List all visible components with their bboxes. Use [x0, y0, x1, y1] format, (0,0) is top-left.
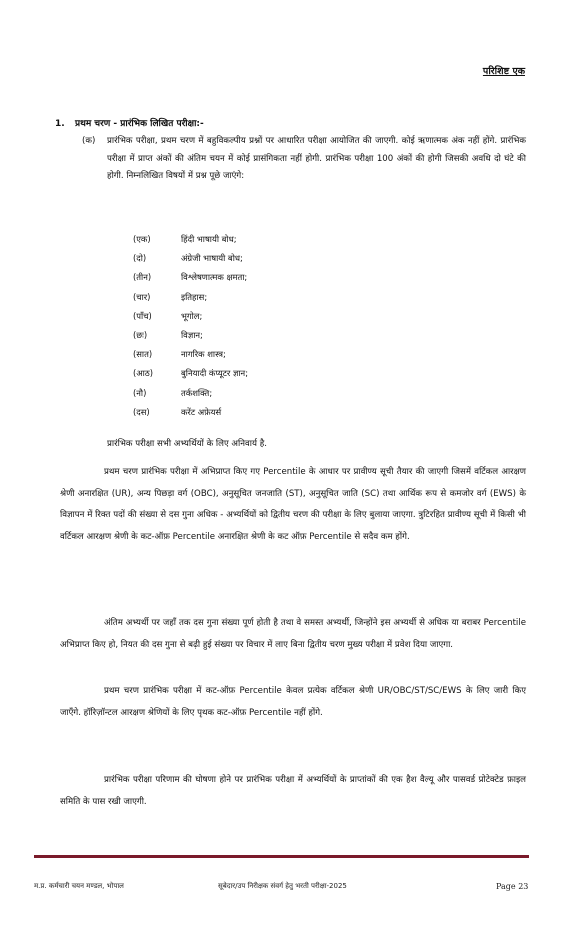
- subject-number: (पाँच): [133, 310, 152, 321]
- subject-number: (दस): [133, 406, 150, 417]
- sub-clause-text: प्रारंभिक परीक्षा, प्रथम चरण में बहुविकल्पीय प्रश्नों पर आधारित परीक्षा आयोजित की जाएगी. कोई ऋणात्मक अंक नहीं होंगे. प्रारंभिक परीक्षा में प्राप्त अंकों की अंतिम चयन में कोई प्रासंगिकता नहीं होगी. प्रारंभिक परीक्षा 100 अंकों की होगी जिसकी अवधि दो घंटे की होगी. निम्नलिखित विषयों में प्रश्न पूछे जाएंगे:: [107, 136, 526, 181]
- list-item: [133, 368, 248, 387]
- subject-number: (छः): [133, 329, 148, 340]
- appendix-heading: परिशिष्ट एक: [482, 66, 525, 77]
- subject-name: विश्लेषणात्मक क्षमता;: [181, 272, 248, 283]
- list-item: [133, 253, 248, 272]
- subject-name: विज्ञान;: [181, 329, 203, 340]
- paragraph-last-candidate: अंतिम अभ्यर्थी पर जहाँ तक दस गुना संख्या पूर्ण होती है तथा वे समस्त अभ्यर्थी, जिन्होंने इस अभ्यर्थी से अधिक या बराबर Percentile अभिप्राप्त किए हो, नियत की दस गुना से बढ़ी हुई संख्या पर विचार में लाए बिना द्वितीय चरण मुख्य परीक्षा में प्रवेश दिया जाएगा.: [60, 618, 526, 650]
- subject-number: (नौ): [133, 387, 147, 398]
- paragraph-hash-value: प्रारंभिक परीक्षा परिणाम की घोषणा होने पर प्रारंभिक परीक्षा में अभ्यर्थियों के प्राप्तांकों की एक हैश वैल्यू और पासवर्ड प्रोटेक्टेड फ़ाइल समिति के पास रखी जाएगी.: [60, 775, 526, 807]
- subject-number: (तीन): [133, 272, 152, 283]
- list-item: [133, 311, 248, 330]
- subject-number: (आठ): [133, 368, 153, 379]
- footer-organization: म.प्र. कर्मचारी चयन मण्डल, भोपाल: [34, 882, 124, 890]
- subject-name: हिंदी भाषायी बोध;: [181, 234, 237, 244]
- list-item: [133, 349, 248, 368]
- list-item: [133, 234, 248, 253]
- subject-number: (एक): [133, 234, 151, 244]
- subject-name: करेंट अफ़ेयर्स: [181, 406, 222, 417]
- sub-clause: [82, 133, 526, 186]
- subject-name: नागरिक शास्त्र;: [181, 349, 226, 360]
- list-item: [133, 292, 248, 311]
- section-heading: [55, 116, 204, 129]
- subject-name: बुनियादी कंप्यूटर ज्ञान;: [181, 368, 249, 379]
- footer-exam-title: सूबेदार/उप निरीक्षक संवर्ग हेतु भरती परीक्षा-2025: [218, 882, 347, 890]
- subject-name: तर्कशक्ति;: [181, 387, 213, 398]
- subject-number: (सात): [133, 349, 153, 360]
- subject-list: [133, 234, 248, 426]
- page-number: Page 23: [496, 882, 529, 891]
- list-item: [133, 388, 248, 407]
- list-item: [133, 330, 248, 349]
- mandatory-note: प्रारंभिक परीक्षा सभी अभ्यर्थियों के लिए अनिवार्य है.: [107, 439, 268, 449]
- section-number: 1.: [55, 119, 65, 129]
- paragraph-merit-list: प्रथम चरण प्रारंभिक परीक्षा में अभिप्राप्त किए गए Percentile के आधार पर प्रावीण्य सूची तैयार की जाएगी जिसमें वर्टिकल आरक्षण श्रेणी अनारक्षित (UR), अन्य पिछड़ा वर्ग (OBC), अनुसूचित जनजाति (ST), अनुसूचित जाति (SC) तथा आर्थिक रूप से कमजोर वर्ग (EWS) के विज्ञापन में रिक्त पदों की संख्या से दस गुना अधिक - अभ्यर्थियों को द्वितीय चरण की परीक्षा के लिए बुलाया जाएगा. त्रुटिरहित प्रावीण्य सूची में किसी भी वर्टिकल आरक्षण श्रेणी के कट-ऑफ़ Percentile अनारक्षित श्रेणी के कट ऑफ़ Percentile से सदैव कम होंगे.: [60, 467, 526, 542]
- subject-name: इतिहास;: [181, 291, 208, 302]
- subject-name: अंग्रेजी भाषायी बोध;: [181, 253, 243, 264]
- footer-divider: [34, 855, 529, 858]
- section-title: प्रथम चरण - प्रारंभिक लिखित परीक्षा:-: [75, 119, 204, 129]
- subject-name: भूगोल;: [181, 310, 203, 321]
- subject-number: (दो): [133, 253, 147, 264]
- subject-number: (चार): [133, 291, 151, 302]
- list-item: [133, 272, 248, 291]
- sub-clause-label: (क): [82, 136, 96, 146]
- paragraph-cutoff: प्रथम चरण प्रारंभिक परीक्षा में कट-ऑफ़ Percentile केवल प्रत्येक वर्टिकल श्रेणी UR/OBC/ST/SC/EWS के लिए जारी किए जाएँगे. हॉरिज़ॉन्टल आरक्षण श्रेणियों के लिए पृथक कट-ऑफ़ Percentile नहीं होंगे.: [60, 686, 526, 718]
- list-item: [133, 407, 248, 426]
